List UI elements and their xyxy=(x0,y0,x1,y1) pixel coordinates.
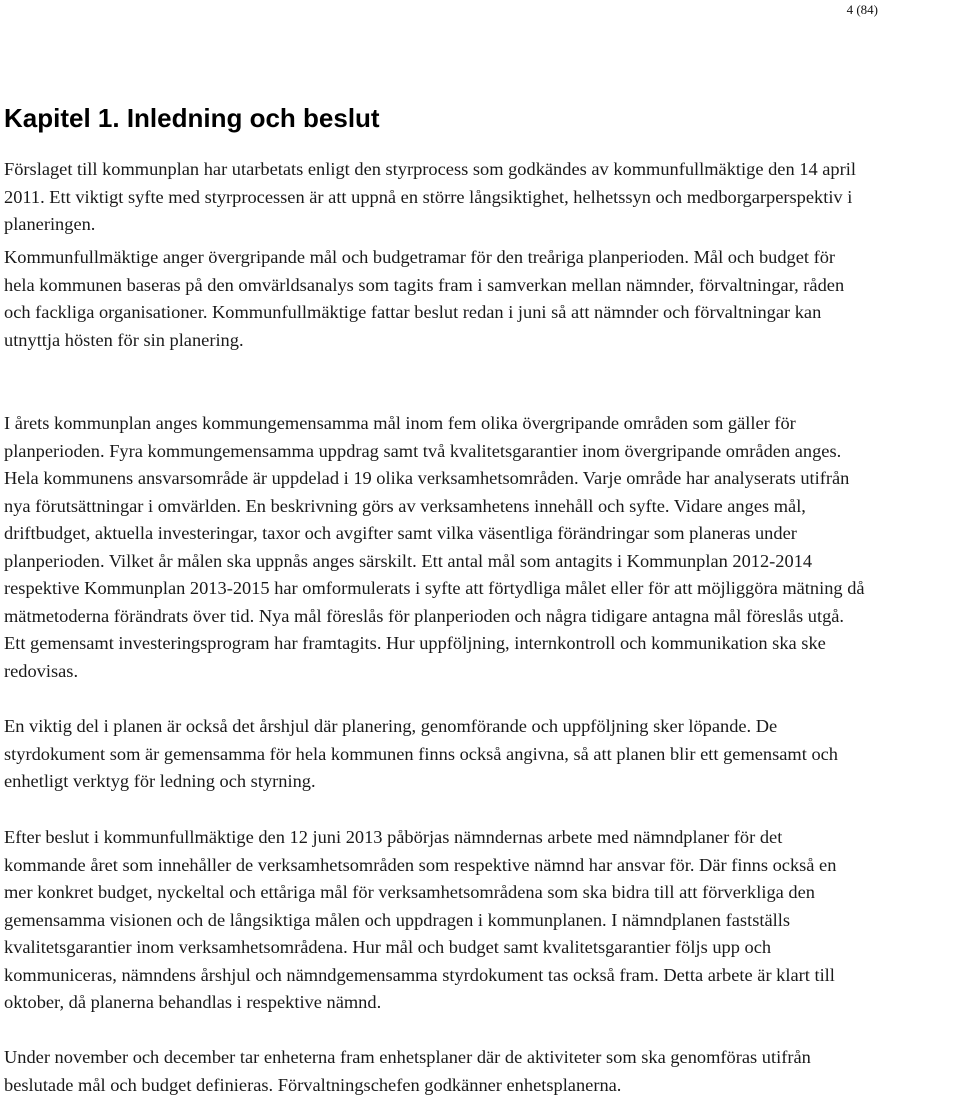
paragraph xyxy=(4,824,956,1017)
page-number: 4 (84) xyxy=(847,2,878,18)
paragraph-line: Ett gemensamt investeringsprogram har framtagits. Hur uppföljning, internkontroll och kommunikation ska ske xyxy=(4,630,956,658)
paragraph xyxy=(4,713,956,796)
paragraph-line: 2011. Ett viktigt syfte med styrprocessen är att uppnå en större långsiktighet, helhetssyn och medborgarperspektiv i xyxy=(4,184,956,212)
paragraph-line: Hela kommunens ansvarsområde är uppdelad i 19 olika verksamhetsområden. Varje område har analyserats utifrån xyxy=(4,465,956,493)
paragraph-line: Kommunfullmäktige anger övergripande mål och budgetramar för den treåriga planperioden. Mål och budget för xyxy=(4,244,956,272)
paragraph-line: beslutade mål och budget definieras. Förvaltningschefen godkänner enhetsplanerna. xyxy=(4,1072,956,1099)
paragraph-line: gemensamma visionen och de långsiktiga målen och uppdragen i kommunplanen. I nämndplanen fastställs xyxy=(4,907,956,935)
paragraph-line: planeringen. xyxy=(4,211,956,239)
paragraph-line: utnyttja hösten för sin planering. xyxy=(4,327,956,355)
paragraph-line: Förslaget till kommunplan har utarbetats enligt den styrprocess som godkändes av kommunfullmäktige den 14 april xyxy=(4,156,956,184)
paragraph-line: I årets kommunplan anges kommungemensamma mål inom fem olika övergripande områden som gäller för xyxy=(4,410,956,438)
paragraph-line: oktober, då planerna behandlas i respektive nämnd. xyxy=(4,989,956,1017)
paragraph-line: Under november och december tar enheterna fram enhetsplaner där de aktiviteter som ska genomföras utifrån xyxy=(4,1044,956,1072)
paragraph-line: redovisas. xyxy=(4,658,956,686)
paragraph-line: styrdokument som är gemensamma för hela kommunen finns också angivna, så att planen blir ett gemensamt och xyxy=(4,741,956,769)
paragraph-line: mätmetoderna förändrats över tid. Nya mål föreslås för planperioden och några tidigare antagna mål föreslås utgå. xyxy=(4,603,956,631)
paragraph-line: kvalitetsgarantier inom verksamhetsområdena. Hur mål och budget samt kvalitetsgarantier följs upp och xyxy=(4,934,956,962)
paragraph-line: och fackliga organisationer. Kommunfullmäktige fattar beslut redan i juni så att nämnder och förvaltningar kan xyxy=(4,299,956,327)
paragraph-line: kommuniceras, nämndens årshjul och nämndgemensamma styrdokument tas också fram. Detta arbete är klart till xyxy=(4,962,956,990)
paragraph-line: nya förutsättningar i omvärlden. En beskrivning görs av verksamhetens innehåll och syfte. Vidare anges mål, xyxy=(4,493,956,521)
paragraph-line: En viktig del i planen är också det årshjul där planering, genomförande och uppföljning sker löpande. De xyxy=(4,713,956,741)
paragraph xyxy=(4,1044,956,1099)
paragraph-line: respektive Kommunplan 2013-2015 har omformulerats i syfte att förtydliga målet eller för att möjliggöra mätning då xyxy=(4,575,956,603)
paragraph-line: planperioden. Vilket år målen ska uppnås anges särskilt. Ett antal mål som antagits i Kommunplan 2012-2014 xyxy=(4,548,956,576)
paragraph-line: mer konkret budget, nyckeltal och ettåriga mål för verksamhetsområdena som ska bidra till att förverkliga den xyxy=(4,879,956,907)
paragraph xyxy=(4,244,956,354)
paragraph-line: enhetligt verktyg för ledning och styrning. xyxy=(4,768,956,796)
paragraph xyxy=(4,156,956,239)
paragraph-line: driftbudget, aktuella investeringar, taxor och avgifter samt vilka väsentliga förändringar som planeras under xyxy=(4,520,956,548)
paragraph-line: Efter beslut i kommunfullmäktige den 12 juni 2013 påbörjas nämndernas arbete med nämndplaner för det xyxy=(4,824,956,852)
paragraph-line: planperioden. Fyra kommungemensamma uppdrag samt två kvalitetsgarantier inom övergripande områden anges. xyxy=(4,438,956,466)
paragraph-line: hela kommunen baseras på den omvärldsanalys som tagits fram i samverkan mellan nämnder, förvaltningar, råden xyxy=(4,272,956,300)
paragraph xyxy=(4,410,956,685)
chapter-title: Kapitel 1. Inledning och beslut xyxy=(4,100,380,136)
paragraph-line: kommande året som innehåller de verksamhetsområden som respektive nämnd har ansvar för. Där finns också en xyxy=(4,852,956,880)
